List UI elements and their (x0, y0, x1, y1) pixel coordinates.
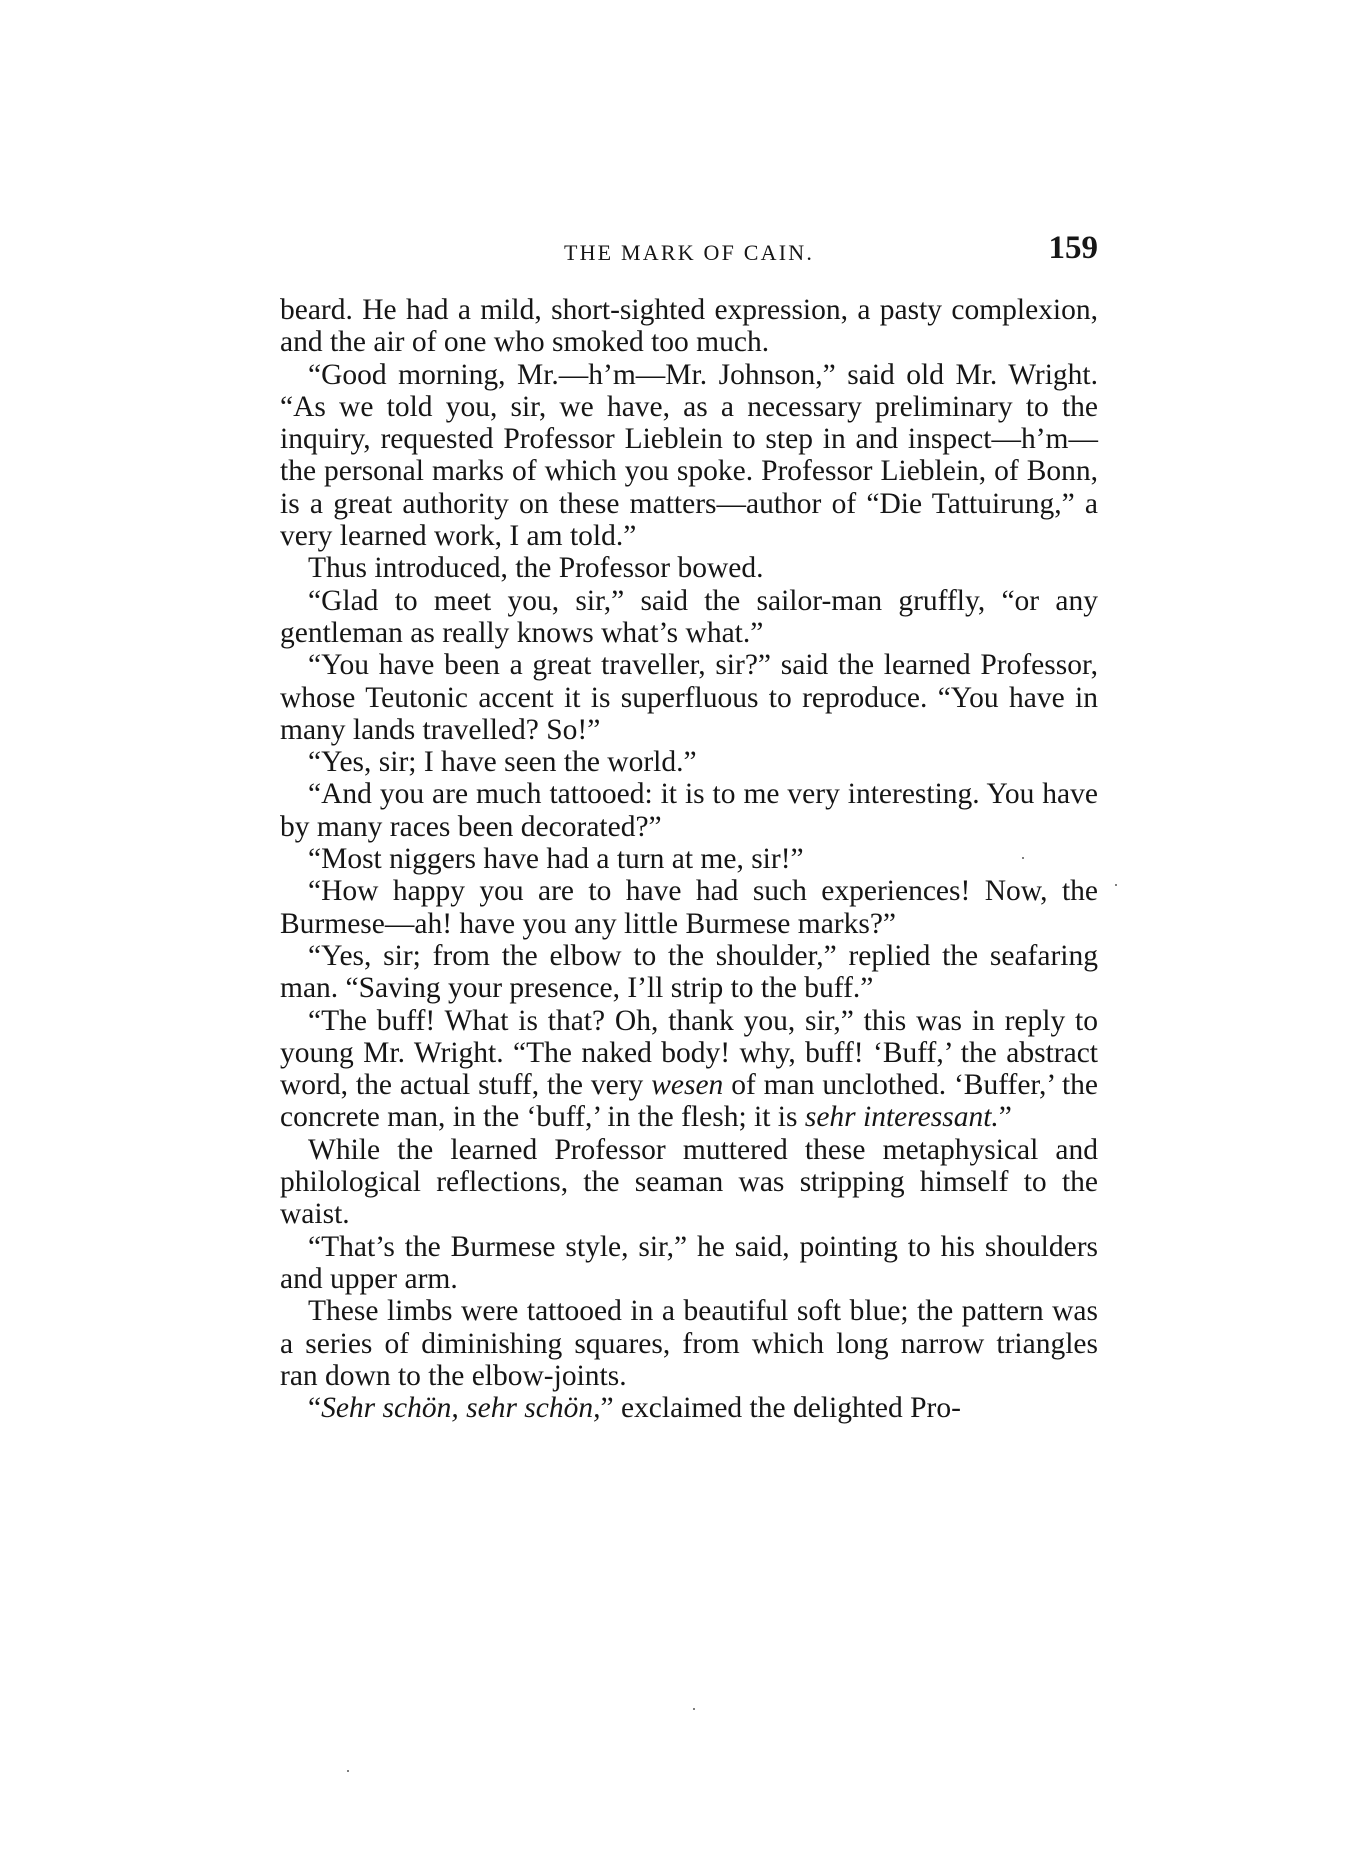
paragraph (280, 585, 1098, 650)
paragraph-text: “That’s the Burmese style, sir,” he said, pointing to his shoulders and upper arm. (280, 1230, 1098, 1295)
paragraph (280, 843, 1098, 875)
paragraph (280, 778, 1098, 843)
paragraph-text: “Most niggers have had a turn at me, sir!” (308, 843, 804, 876)
paragraph (280, 1134, 1098, 1231)
paragraph-text: beard. He had a mild, short-sighted expression, a pasty complexion, and the air of one who smoked too much. (280, 294, 1098, 359)
paragraph (280, 1005, 1098, 1134)
paragraph-text: “And you are much tattooed: it is to me very interesting. You have by many races been decorated?” (280, 778, 1098, 843)
paragraph (280, 746, 1098, 778)
paragraph-text: ” (998, 1101, 1012, 1134)
paragraph (280, 294, 1098, 359)
body-text (280, 294, 1098, 1424)
paragraph (280, 1231, 1098, 1296)
scan-speck (347, 1770, 349, 1772)
paragraph (280, 875, 1098, 940)
paragraph (280, 1392, 1098, 1424)
paragraph (280, 552, 1098, 584)
paragraph (280, 940, 1098, 1005)
paragraph-text: “Good morning, Mr.—h’m—Mr. Johnson,” said old Mr. Wright. “As we told you, sir, we have, as a necessary preliminary to the inquiry, requested Professor Lieblein to step in and inspect—h’m—the personal marks of which you spoke. Professor Lieblein, of Bonn, is a great authority on these matters—author of “Die Tattuirung,” a very learned work, I am told.” (280, 358, 1098, 553)
paragraph-text: Thus introduced, the Professor bowed. (308, 552, 764, 585)
paragraph-text: ” exclaimed the delighted Pro- (600, 1392, 961, 1425)
scan-speck (1022, 857, 1024, 859)
scan-speck (1115, 884, 1117, 886)
paragraph-text: “The buff! What is that? Oh, thank you, sir,” this was in reply to young Mr. Wright. “The naked body! why, buff! ‘Buff,’ the abstract word, the actual stuff, the very (280, 1004, 1098, 1102)
italic-text: wesen (651, 1069, 724, 1102)
running-title: THE MARK OF CAIN. (563, 240, 815, 265)
paragraph (280, 1295, 1098, 1392)
scan-speck (693, 1708, 695, 1710)
paragraph-text: “ (308, 1392, 322, 1425)
italic-text: Sehr schön, sehr schön, (321, 1392, 601, 1425)
running-header (280, 232, 1098, 272)
italic-text: sehr interessant. (804, 1101, 999, 1134)
paragraph-text: While the learned Professor muttered these metaphysical and philological reflections, the seaman was stripping himself to the waist. (280, 1133, 1098, 1231)
paragraph-text: of man unclothed. ‘Buffer,’ the concrete man, in the ‘buff,’ in the flesh; it is (280, 1069, 1099, 1134)
paragraph-text: “Yes, sir; I have seen the world.” (308, 746, 697, 779)
page-number: 159 (1048, 230, 1098, 266)
paragraph (280, 649, 1098, 746)
paragraph-text: These limbs were tattooed in a beautiful soft blue; the pattern was a series of diminishing squares, from which long narrow triangles ran down to the elbow-joints. (280, 1295, 1098, 1392)
paragraph-text: “You have been a great traveller, sir?” said the learned Professor, whose Teutonic accent it is superfluous to reproduce. “You have in many lands travelled? So!” (280, 649, 1098, 746)
paragraph-text: “Glad to meet you, sir,” said the sailor-man gruffly, “or any gentleman as really knows what’s what.” (280, 584, 1098, 649)
paragraph-text: “How happy you are to have had such experiences! Now, the Burmese—ah! have you any little Burmese marks?” (280, 875, 1098, 940)
paragraph (280, 359, 1098, 553)
paragraph-text: “Yes, sir; from the elbow to the shoulder,” replied the seafaring man. “Saving your presence, I’ll strip to the buff.” (280, 939, 1098, 1005)
